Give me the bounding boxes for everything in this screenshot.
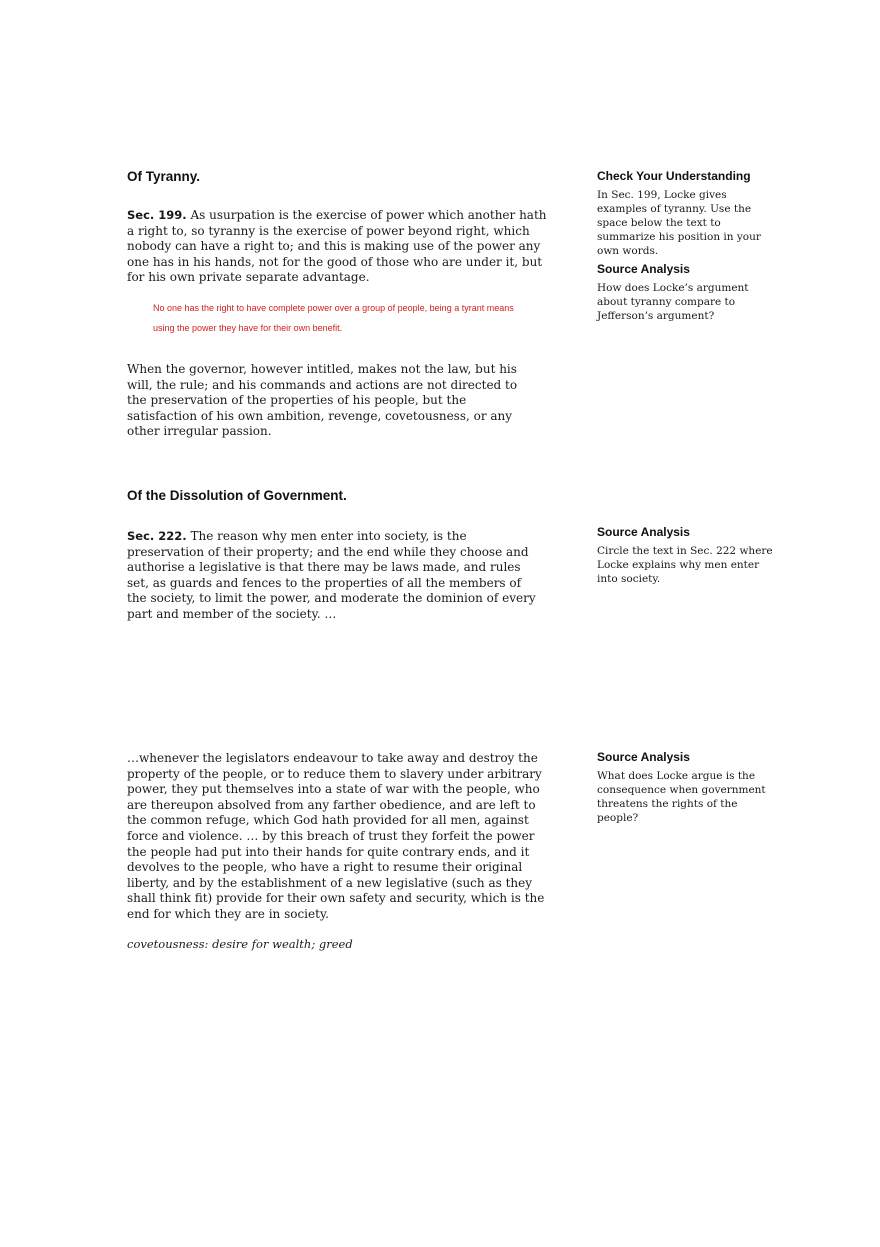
sec-199-paragraph — [127, 208, 555, 286]
sec-222-paragraph — [127, 529, 539, 623]
check-understanding-text: In Sec. 199, Locke gives examples of tyranny. Use the space below the text to summarize his position in your own words. — [597, 189, 761, 257]
source-analysis-heading-2: Source Analysis — [597, 525, 690, 539]
legislators-paragraph: …whenever the legislators endeavour to take away and destroy the property of the people, or to reduce them to slavery under arbitrary power, they put themselves into a state of war with the people, who are thereupon absolved from any farther obedience, and are left to the common refuge, which God hath provided for all men, against force and violence. … by this breach of trust they forfeit the power the people had put into their hands for quite contrary ends, and it devolves to the people, who have a right to resume their original liberty, and by the establishment of a new legislative (such as they shall think fit) provide for their own safety and security, which is the end for which they are in society. — [127, 751, 545, 921]
covetousness-footnote: covetousness: desire for wealth; greed — [127, 937, 353, 951]
tyranny-heading: Of Tyranny. — [127, 169, 201, 184]
sec-222-text: The reason why men enter into society, is the preservation of their property; and the end while they choose and authorise a legislative is that there may be laws made, and rules set, as guards and fences to the properties of all the members of the society, to limit the power, and moderate the dominion of every part and member of the society. … — [127, 529, 536, 621]
source-analysis-heading-3: Source Analysis — [597, 750, 690, 764]
sec-199-label: Sec. 199. — [127, 208, 187, 222]
handwritten-summary-note: No one has the right to have complete power over a group of people, being a tyrant means using the power they have for their own benefit. — [153, 303, 514, 333]
source-analysis-text-1: How does Locke’s argument about tyranny compare to Jefferson’s argument? — [597, 282, 749, 322]
governor-paragraph: When the governor, however intitled, makes not the law, but his will, the rule; and his commands and actions are not directed to the preservation of the properties of his people, but the satisfaction of his own ambition, revenge, covetousness, or any other irregular passion. — [127, 362, 518, 439]
source-analysis-text-2: Circle the text in Sec. 222 where Locke explains why men enter into society. — [597, 545, 773, 585]
source-analysis-heading-1: Source Analysis — [597, 262, 690, 276]
check-understanding-heading: Check Your Understanding — [597, 169, 751, 183]
source-analysis-text-3: What does Locke argue is the consequence when government threatens the rights of the people? — [597, 770, 766, 824]
dissolution-heading: Of the Dissolution of Government. — [127, 488, 347, 503]
sec-222-label: Sec. 222. — [127, 529, 187, 543]
sec-199-text: As usurpation is the exercise of power which another hath a right to, so tyranny is the exercise of power beyond right, which nobody can have a right to; and this is making use of the power any one has in his hands, not for the good of those who are under it, but for his own private separate advantage. — [127, 208, 547, 285]
